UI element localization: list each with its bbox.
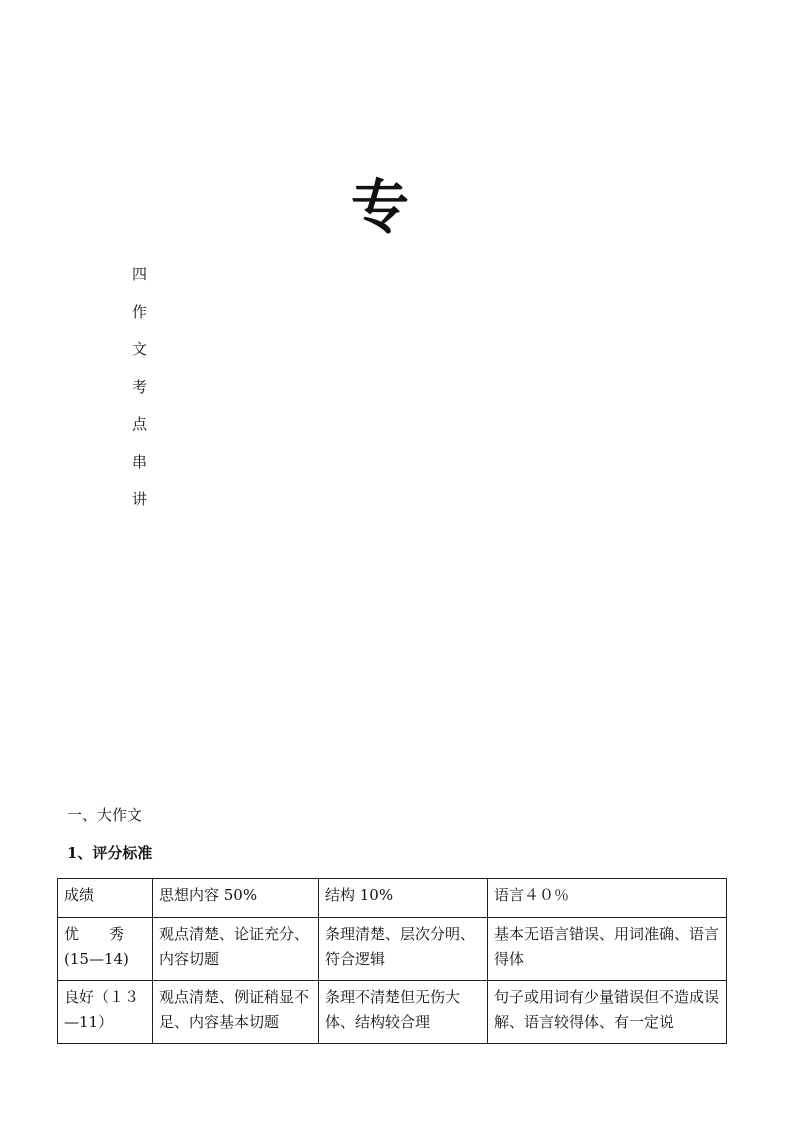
header-cell: 语言４０％ xyxy=(488,879,727,918)
table-cell: 句子或用词有少量错误但不造成误解、语言较得体、有一定说 xyxy=(488,981,727,1044)
grading-criteria-table xyxy=(57,878,727,1044)
subtitle-char: 点 xyxy=(132,415,148,433)
table-row xyxy=(58,918,727,981)
table-cell: 观点清楚、例证稍显不足、内容基本切题 xyxy=(153,981,319,1044)
section-subheading: 1、评分标准 xyxy=(67,844,153,862)
subtitle-char: 文 xyxy=(132,340,148,358)
section-heading: 一、大作文 xyxy=(67,806,143,824)
subtitle-char: 四 xyxy=(132,265,148,283)
header-cell: 成绩 xyxy=(58,879,153,918)
subtitle-char: 讲 xyxy=(132,490,148,508)
table-row xyxy=(58,981,727,1044)
table-cell: 良好（１３—11） xyxy=(58,981,153,1044)
table-cell: 条理不清楚但无伤大体、结构较合理 xyxy=(319,981,488,1044)
vertical-subtitle xyxy=(132,262,152,525)
subtitle-char: 考 xyxy=(132,377,148,396)
header-cell: 结构 10% xyxy=(319,879,488,918)
subtitle-char: 作 xyxy=(132,302,148,321)
table-header-row xyxy=(58,879,727,918)
table-cell: 条理清楚、层次分明、符合逻辑 xyxy=(319,918,488,981)
subtitle-char: 串 xyxy=(132,452,148,471)
table-cell: 优 秀(15—14) xyxy=(58,918,153,981)
table-cell: 观点清楚、论证充分、内容切题 xyxy=(153,918,319,981)
header-cell: 思想内容 50% xyxy=(153,879,319,918)
table-cell: 基本无语言错误、用词准确、语言得体 xyxy=(488,918,727,981)
page-title-char: 专 xyxy=(350,173,409,241)
